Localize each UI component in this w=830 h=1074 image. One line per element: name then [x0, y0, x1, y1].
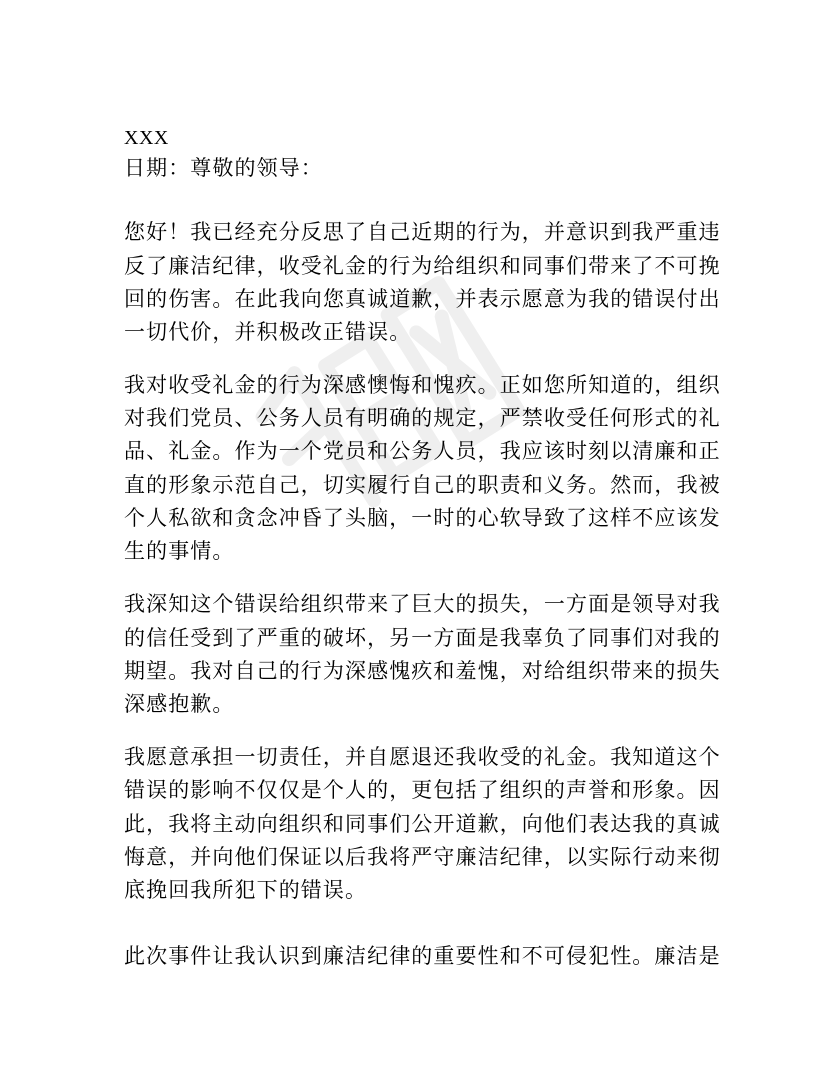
- paragraph-line: 的信任受到了严重的破坏，另一方面是我辜负了同事们对我的: [124, 626, 721, 650]
- date-salutation: 日期：尊敬的领导：: [124, 156, 323, 180]
- paragraph-line: 个人私欲和贪念冲昏了头脑，一时的心软导致了这样不应该发: [124, 506, 721, 530]
- paragraph-line: 生的事情。: [124, 539, 235, 563]
- paragraph-line: 品、礼金。作为一个党员和公务人员，我应该时刻以清廉和正: [124, 439, 721, 463]
- paragraph-line: 期望。我对自己的行为深感愧疚和羞愧，对给组织带来的损失: [124, 659, 721, 683]
- paragraph-line: 反了廉洁纪律，收受礼金的行为给组织和同事们带来了不可挽: [124, 254, 721, 278]
- paragraph-line: 我对收受礼金的行为深感懊悔和愧疚。正如您所知道的，组织: [124, 373, 721, 397]
- paragraph-line: 一切代价，并积极改正错误。: [124, 320, 412, 344]
- paragraph-line: 此，我将主动向组织和同事们公开道歉，向他们表达我的真诚: [124, 812, 721, 836]
- paragraph-line: 我愿意承担一切责任，并自愿退还我收受的礼金。我知道这个: [124, 745, 721, 769]
- paragraph-line: 直的形象示范自己，切实履行自己的职责和义务。然而，我被: [124, 473, 721, 497]
- paragraph-line: 您好！我已经充分反思了自己近期的行为，并意识到我严重违: [124, 220, 721, 244]
- paragraph-line: 回的伤害。在此我向您真诚道歉，并表示愿意为我的错误付出: [124, 287, 721, 311]
- paragraph-line: 此次事件让我认识到廉洁纪律的重要性和不可侵犯性。廉洁是: [124, 944, 721, 968]
- paragraph-line: 悔意，并向他们保证以后我将严守廉洁纪律，以实际行动来彻: [124, 845, 721, 869]
- paragraph-line: 深感抱歉。: [124, 692, 235, 716]
- recipient-name: XXX: [124, 127, 169, 149]
- paragraph-line: 错误的影响不仅仅是个人的，更包括了组织的声誉和形象。因: [124, 778, 721, 802]
- paragraph-line: 底挽回我所犯下的错误。: [124, 878, 368, 902]
- paragraph-line: 我深知这个错误给组织带来了巨大的损失，一方面是领导对我: [124, 592, 721, 616]
- paragraph-line: 对我们党员、公务人员有明确的规定，严禁收受任何形式的礼: [124, 406, 721, 430]
